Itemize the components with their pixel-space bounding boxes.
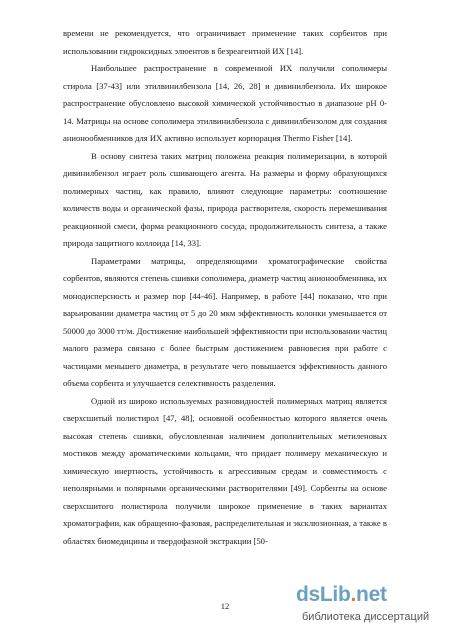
paragraph: Одной из широко используемых разновидностей полимерных матриц является сверхсшитый полистирол [47, 48], основной особенностью которого является очень высокая степень сшивки, обусловленная наличием дополнительных метиленовых мостиков между ароматическими кольцами, что придает полимеру механическую и химическую инертность, устойчивость к агрессивным средам и совместимость с неполярными и полярными органическими растворителями [49]. Сорбенты на основе сверхсшитого полистирола получили широкое применение в таких вариантах хроматографии, как обращенно-фазовая, распределительная и эксклюзионная, а также в областях биомедицины и твердофазной экстракции [50- [63, 395, 387, 546]
watermark-subtitle: библиотека диссертаций [302, 611, 430, 623]
page-number: 12 [220, 601, 230, 611]
watermark [296, 583, 444, 631]
paragraph: В основу синтеза таких матриц положена реакция полимеризации, в которой дивинилбензол играет роль сшивающего агента. На размеры и форму образующихся полимерных частиц, как правило, влияют следующие параметры: соотношение количеств воды и органической фазы, природа растворителя, скорость перемешивания реакционной смеси, форма реакционного сосуда, продолжительность синтеза, а также природа защитного коллоида [14, 33]. [63, 150, 387, 248]
watermark-logo-tld: net [356, 583, 387, 606]
watermark-logo [296, 583, 387, 607]
paragraph: Наибольшее распространение в современной ИХ получили сополимеры стирола [37-43] или этилвинилбензола [14, 26, 28] и дивинилбензола. Их широкое распространение обусловлено высокой химической устойчивостью в диапазоне pH 0-14. Матрицы на основе сополимера этилвинилбензола с дивинилбензолом для создания анионообменников для ИХ активно использует корпорация Thermo Fisher [14]. [63, 63, 387, 143]
watermark-logo-main: dsLib [296, 583, 351, 606]
watermark-logo-dot: . [350, 583, 357, 606]
paragraph: времени не рекомендуется, что ограничивает применение таких сорбентов при использовании гидроксидных элюентов в безреагентной ИХ [14]. [63, 28, 387, 56]
paragraph: Параметрами матрицы, определяющими хроматографические свойства сорбентов, являются степень сшивки сополимера, диаметр частиц анионообменника, их монодисперсность и размер пор [44-46]. Например, в работе [44] показано, что при варьировании диаметра частиц от 5 до 20 мкм эффективность колонки уменьшается от 50000 до 3000 тт/м. Достижение наибольшей эффективности при использовании частиц малого размера связано с более быстрым достижением равновесия при работе с частицами меньшего диаметра, в результате чего повышается эффективность данного объема сорбента и улучшается селективность разделения. [63, 255, 387, 388]
document-body [63, 25, 387, 550]
